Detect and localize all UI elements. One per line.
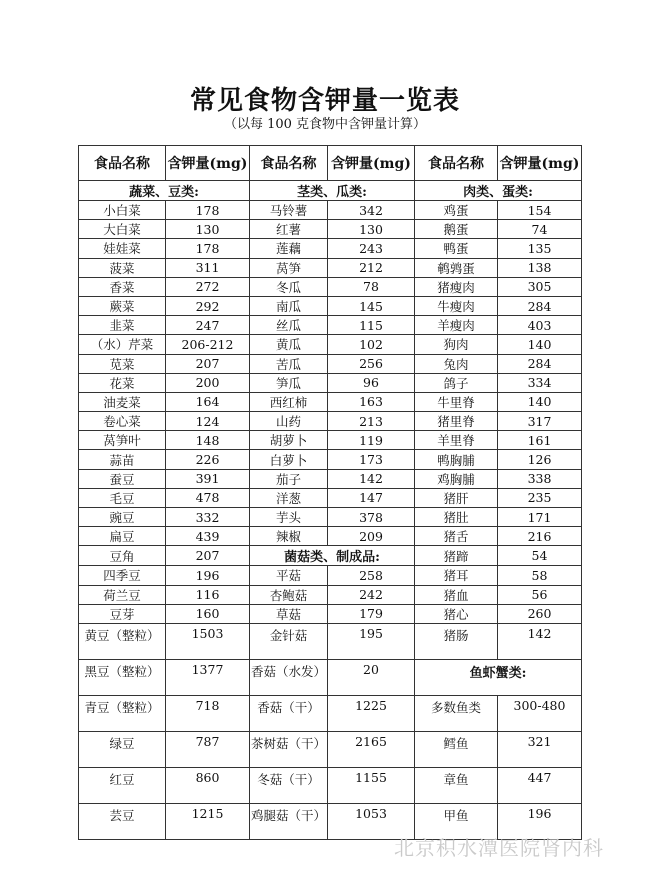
food-name: 猪心 xyxy=(415,604,498,623)
potassium-value: 787 xyxy=(166,731,250,767)
potassium-value: 161 xyxy=(498,431,582,450)
food-name: 苋菜 xyxy=(79,354,166,373)
table-row xyxy=(79,659,582,695)
potassium-value: 164 xyxy=(166,392,250,411)
potassium-value: 342 xyxy=(328,201,415,220)
food-name: 鸡腿菇（干） xyxy=(250,803,328,839)
food-name: 韭菜 xyxy=(79,316,166,335)
food-name: 豆角 xyxy=(79,546,166,566)
potassium-value: 284 xyxy=(498,354,582,373)
food-name: 白萝卜 xyxy=(250,450,328,469)
potassium-value: 2165 xyxy=(328,731,415,767)
food-name: 兔肉 xyxy=(415,354,498,373)
food-name: 多数鱼类 xyxy=(415,695,498,731)
potassium-value: 171 xyxy=(498,508,582,527)
food-name: 黑豆（整粒） xyxy=(79,659,166,695)
potassium-value: 138 xyxy=(498,258,582,277)
potassium-value: 260 xyxy=(498,604,582,623)
food-name: 猪肚 xyxy=(415,508,498,527)
header-name-1: 食品名称 xyxy=(79,146,166,181)
potassium-value: 338 xyxy=(498,469,582,488)
food-name: 黄豆（整粒） xyxy=(79,623,166,659)
food-name: 草菇 xyxy=(250,604,328,623)
food-name: 猪血 xyxy=(415,585,498,604)
potassium-table xyxy=(78,145,582,840)
potassium-value: 58 xyxy=(498,566,582,585)
potassium-value: 439 xyxy=(166,527,250,546)
potassium-value: 130 xyxy=(328,220,415,239)
food-name: 油麦菜 xyxy=(79,392,166,411)
potassium-value: 243 xyxy=(328,239,415,258)
table-row xyxy=(79,585,582,604)
food-name: 冬瓜 xyxy=(250,277,328,296)
table-row xyxy=(79,220,582,239)
page-title: 常见食物含钾量一览表 xyxy=(189,86,460,116)
food-name: 猪瘦肉 xyxy=(415,277,498,296)
potassium-value: 860 xyxy=(166,767,250,803)
food-name: 鸡胸脯 xyxy=(415,469,498,488)
potassium-value: 1225 xyxy=(328,695,415,731)
potassium-value: 447 xyxy=(498,767,582,803)
table-row xyxy=(79,566,582,585)
table-row xyxy=(79,201,582,220)
food-name: 卷心菜 xyxy=(79,412,166,431)
potassium-value: 212 xyxy=(328,258,415,277)
food-name: 花菜 xyxy=(79,373,166,392)
food-name: 四季豆 xyxy=(79,566,166,585)
potassium-value: 1377 xyxy=(166,659,250,695)
table-row xyxy=(79,767,582,803)
table-row xyxy=(79,604,582,623)
watermark: 北京积水潭医院肾内科 xyxy=(394,836,604,860)
potassium-value: 179 xyxy=(328,604,415,623)
food-name: 莴笋叶 xyxy=(79,431,166,450)
food-name: 胡萝卜 xyxy=(250,431,328,450)
table-row xyxy=(79,258,582,277)
potassium-value: 145 xyxy=(328,296,415,315)
food-name: 猪舌 xyxy=(415,527,498,546)
table-row xyxy=(79,469,582,488)
food-name: 牛里脊 xyxy=(415,392,498,411)
potassium-value: 173 xyxy=(328,450,415,469)
potassium-value: 300-480 xyxy=(498,695,582,731)
food-name: 羊瘦肉 xyxy=(415,316,498,335)
food-name: 茶树菇（干） xyxy=(250,731,328,767)
potassium-value: 718 xyxy=(166,695,250,731)
potassium-value: 160 xyxy=(166,604,250,623)
food-name: 红薯 xyxy=(250,220,328,239)
food-name: 洋葱 xyxy=(250,488,328,507)
food-name: 青豆（整粒） xyxy=(79,695,166,731)
potassium-value: 242 xyxy=(328,585,415,604)
potassium-value: 142 xyxy=(328,469,415,488)
food-name: 芸豆 xyxy=(79,803,166,839)
potassium-value: 216 xyxy=(498,527,582,546)
food-name: 南瓜 xyxy=(250,296,328,315)
potassium-value: 195 xyxy=(328,623,415,659)
potassium-value: 78 xyxy=(328,277,415,296)
food-name: 茄子 xyxy=(250,469,328,488)
potassium-value: 178 xyxy=(166,201,250,220)
potassium-value: 20 xyxy=(328,659,415,695)
food-name: 牛瘦肉 xyxy=(415,296,498,315)
potassium-value: 478 xyxy=(166,488,250,507)
food-name: 杏鲍菇 xyxy=(250,585,328,604)
potassium-value: 305 xyxy=(498,277,582,296)
potassium-value: 272 xyxy=(166,277,250,296)
table-row xyxy=(79,335,582,354)
table-row xyxy=(79,623,582,659)
food-name: 小白菜 xyxy=(79,201,166,220)
food-name: 香菇（干） xyxy=(250,695,328,731)
potassium-value: 140 xyxy=(498,335,582,354)
table-row xyxy=(79,392,582,411)
potassium-value: 200 xyxy=(166,373,250,392)
table-row xyxy=(79,546,582,566)
food-name: 西红柿 xyxy=(250,392,328,411)
header-name-3: 食品名称 xyxy=(415,146,498,181)
food-name: 笋瓜 xyxy=(250,373,328,392)
food-name: 鹌鹑蛋 xyxy=(415,258,498,277)
food-name: 鸡蛋 xyxy=(415,201,498,220)
header-potassium-1: 含钾量(mg) xyxy=(166,146,250,181)
food-name: 猪肠 xyxy=(415,623,498,659)
food-name: 平菇 xyxy=(250,566,328,585)
food-name: 蕨菜 xyxy=(79,296,166,315)
potassium-value: 1215 xyxy=(166,803,250,839)
header-row xyxy=(79,146,582,181)
potassium-value: 119 xyxy=(328,431,415,450)
potassium-value: 196 xyxy=(166,566,250,585)
food-name: 辣椒 xyxy=(250,527,328,546)
food-name: 蚕豆 xyxy=(79,469,166,488)
table-row xyxy=(79,527,582,546)
potassium-value: 311 xyxy=(166,258,250,277)
food-name: 甲鱼 xyxy=(415,803,498,839)
potassium-value: 1155 xyxy=(328,767,415,803)
potassium-value: 140 xyxy=(498,392,582,411)
potassium-value: 378 xyxy=(328,508,415,527)
potassium-value: 334 xyxy=(498,373,582,392)
page-subtitle: （以每 100 克食物中含钾量计算） xyxy=(223,117,427,132)
potassium-value: 163 xyxy=(328,392,415,411)
potassium-value: 196 xyxy=(498,803,582,839)
food-name: 猪耳 xyxy=(415,566,498,585)
food-name: 绿豆 xyxy=(79,731,166,767)
food-name: 金针菇 xyxy=(250,623,328,659)
food-name: 芋头 xyxy=(250,508,328,527)
category-fungi: 菌菇类、制成品: xyxy=(250,546,415,566)
potassium-value: 284 xyxy=(498,296,582,315)
food-name: 狗肉 xyxy=(415,335,498,354)
food-name: 黄瓜 xyxy=(250,335,328,354)
table-row xyxy=(79,412,582,431)
potassium-value: 1053 xyxy=(328,803,415,839)
table-row xyxy=(79,277,582,296)
table-row xyxy=(79,373,582,392)
potassium-value: 207 xyxy=(166,354,250,373)
food-name: 山药 xyxy=(250,412,328,431)
potassium-value: 148 xyxy=(166,431,250,450)
food-name: 鸽子 xyxy=(415,373,498,392)
potassium-value: 206-212 xyxy=(166,335,250,354)
potassium-value: 124 xyxy=(166,412,250,431)
food-name: 豌豆 xyxy=(79,508,166,527)
food-name: 荷兰豆 xyxy=(79,585,166,604)
potassium-value: 1503 xyxy=(166,623,250,659)
potassium-value: 102 xyxy=(328,335,415,354)
food-name: 章鱼 xyxy=(415,767,498,803)
food-name: 豆芽 xyxy=(79,604,166,623)
food-name: 香菇（水发） xyxy=(250,659,328,695)
potassium-value: 292 xyxy=(166,296,250,315)
food-name: 鸭胸脯 xyxy=(415,450,498,469)
food-name: 猪里脊 xyxy=(415,412,498,431)
potassium-value: 115 xyxy=(328,316,415,335)
potassium-value: 56 xyxy=(498,585,582,604)
food-name: 鸭蛋 xyxy=(415,239,498,258)
potassium-value: 178 xyxy=(166,239,250,258)
potassium-value: 332 xyxy=(166,508,250,527)
header-potassium-3: 含钾量(mg) xyxy=(498,146,582,181)
table-row xyxy=(79,695,582,731)
table-row xyxy=(79,450,582,469)
food-name: 扁豆 xyxy=(79,527,166,546)
food-name: 丝瓜 xyxy=(250,316,328,335)
food-name: 菠菜 xyxy=(79,258,166,277)
food-name: 鹅蛋 xyxy=(415,220,498,239)
potassium-value: 209 xyxy=(328,527,415,546)
potassium-value: 213 xyxy=(328,412,415,431)
table-row xyxy=(79,508,582,527)
potassium-value: 235 xyxy=(498,488,582,507)
food-name: 蒜苗 xyxy=(79,450,166,469)
category-seafood: 鱼虾蟹类: xyxy=(415,659,582,695)
potassium-value: 54 xyxy=(498,546,582,566)
header-potassium-2: 含钾量(mg) xyxy=(328,146,415,181)
food-name: 猪蹄 xyxy=(415,546,498,566)
food-name: 冬菇（干） xyxy=(250,767,328,803)
food-name: 大白菜 xyxy=(79,220,166,239)
potassium-value: 116 xyxy=(166,585,250,604)
potassium-value: 130 xyxy=(166,220,250,239)
food-name: 莴笋 xyxy=(250,258,328,277)
food-name: 莲藕 xyxy=(250,239,328,258)
food-name: 猪肝 xyxy=(415,488,498,507)
food-name: 毛豆 xyxy=(79,488,166,507)
potassium-value: 154 xyxy=(498,201,582,220)
food-name: 红豆 xyxy=(79,767,166,803)
potassium-value: 317 xyxy=(498,412,582,431)
potassium-value: 321 xyxy=(498,731,582,767)
potassium-value: 74 xyxy=(498,220,582,239)
table-row xyxy=(79,316,582,335)
potassium-value: 226 xyxy=(166,450,250,469)
food-name: 苦瓜 xyxy=(250,354,328,373)
category-row xyxy=(79,181,582,201)
category-vegetables: 蔬菜、豆类: xyxy=(79,181,250,201)
table-row xyxy=(79,354,582,373)
potassium-value: 96 xyxy=(328,373,415,392)
potassium-value: 142 xyxy=(498,623,582,659)
potassium-value: 258 xyxy=(328,566,415,585)
food-name: 鳕鱼 xyxy=(415,731,498,767)
table-row xyxy=(79,488,582,507)
table-row xyxy=(79,239,582,258)
food-name: 香菜 xyxy=(79,277,166,296)
potassium-value: 403 xyxy=(498,316,582,335)
potassium-value: 147 xyxy=(328,488,415,507)
food-name: （水）芹菜 xyxy=(79,335,166,354)
food-name: 马铃薯 xyxy=(250,201,328,220)
potassium-value: 247 xyxy=(166,316,250,335)
food-name: 娃娃菜 xyxy=(79,239,166,258)
table-row xyxy=(79,431,582,450)
potassium-value: 207 xyxy=(166,546,250,566)
table-row xyxy=(79,731,582,767)
potassium-value: 135 xyxy=(498,239,582,258)
table-row xyxy=(79,296,582,315)
potassium-value: 391 xyxy=(166,469,250,488)
category-meat: 肉类、蛋类: xyxy=(415,181,582,201)
category-stems: 茎类、瓜类: xyxy=(250,181,415,201)
potassium-value: 256 xyxy=(328,354,415,373)
potassium-value: 126 xyxy=(498,450,582,469)
header-name-2: 食品名称 xyxy=(250,146,328,181)
food-name: 羊里脊 xyxy=(415,431,498,450)
